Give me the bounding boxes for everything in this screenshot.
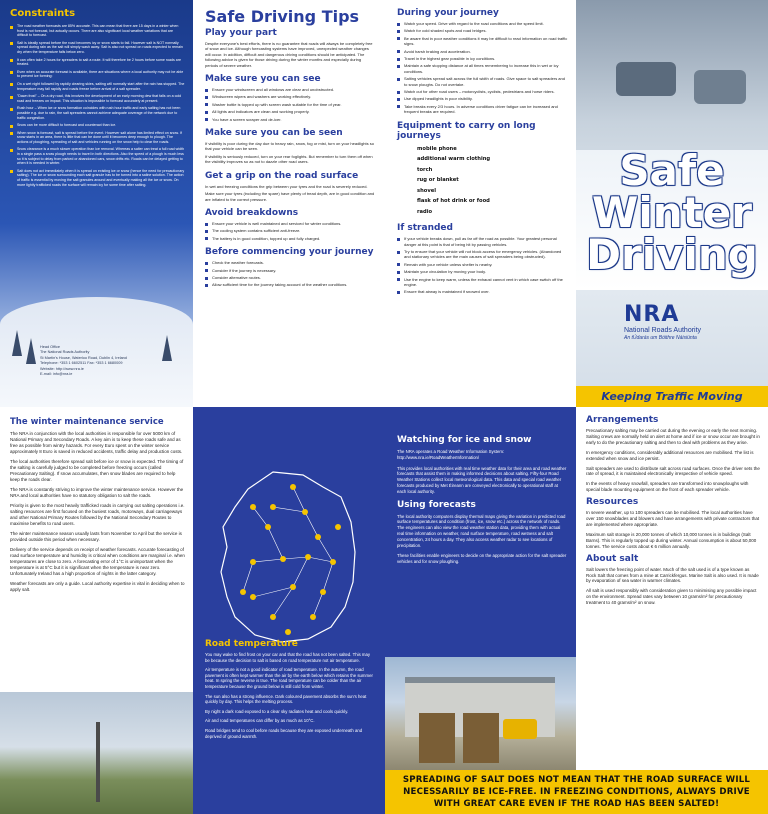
list-item: All lights and indicators are clean and working properly. <box>205 109 375 114</box>
constraint-item: It can often take 2 hours for spreaders to salt a route. It will therefore be 2 hours before some roads are treated. <box>10 58 185 67</box>
nra-logo <box>624 302 764 341</box>
tagline: Keeping Traffic Moving <box>601 390 743 403</box>
road-temp-text <box>205 652 375 739</box>
warning-strip <box>385 770 768 814</box>
during-list <box>397 21 568 115</box>
list-item: The cooling system contains sufficient anti-freeze. <box>205 228 375 233</box>
before-list <box>205 260 375 288</box>
arrangements-paragraph: In the events of heavy snowfall, spreaders are transformed into snowploughs with special blade mounting equipment on the front of each spreader vehicle. <box>586 481 749 493</box>
forecasts-text-1: The local authority computers display thermal maps giving the variation in predicted road surface temperatures and condition (frost, ice, snow etc.) across the network of roads. The engineers can also view the road weather station data, providing them with actual real time information on weather, road surface temperature, road wetness and salt concentration, 24 hours a day. They also access weather radar to see locations of precipitation. <box>397 513 566 548</box>
constraints-panel <box>0 0 193 407</box>
list-item: Avoid harsh braking and acceleration. <box>397 49 568 54</box>
maintenance-paragraph: Priority is given to the most heavily trafficked roads in carrying out salting operations i.e. salting resources are first focused on the busiest roads, motorways, dual carriageways and other National Primary Routes followed by the National Secondary Routes to maximise benefits to road users. <box>10 503 185 526</box>
barn-door <box>463 713 499 763</box>
watching-text-1: The NRA operates a Road Weather Information System: http://www.nra.ie/RoadWeatherInformation/ <box>397 449 505 460</box>
constraint-item: Salt is ideally spread before the road becomes icy or snow starts to fall. However salt is NOT normally spread during rain as the salt will simply wash away. Salt is also not spread on roads expected to remain dry when the temperature falls below zero. <box>10 41 185 55</box>
road-temp-paragraph: Air temperature is not a good indicator of road temperature. In the autumn, the road pavement is often kept warmer than the air by the earth below which retains the summer heat. In spring the reverse is true. The road temperature can be colder than the air temperature because the ground below is still cold from winter. <box>205 667 373 689</box>
equipment-item: rug or blanket <box>417 177 459 184</box>
road-temp-paragraph: Air and road temperatures can differ by as much as 10°C. <box>205 718 315 724</box>
address-line: St Martin's House, Waterloo Road, Dublin 4, Ireland <box>40 355 127 360</box>
maintenance-panel <box>0 407 193 814</box>
constraint-item: Even when an accurate forecast is available, there are situations where a local authority may not be able to prevent ice forming: <box>10 70 185 79</box>
tagline-bar <box>576 386 768 407</box>
road-temp-paragraph: By night a dark road exposed to a clear sky radiates heat and cools quickly. <box>205 708 349 714</box>
stranded-heading: If stranded <box>397 223 453 234</box>
maintenance-heading: The winter maintenance service <box>10 417 164 427</box>
stranded-list <box>397 236 568 295</box>
cover-panel <box>576 0 768 407</box>
list-item: Check the weather forecasts. <box>205 260 375 265</box>
maintenance-text <box>10 431 185 593</box>
salt-paragraph: Salt lowers the freezing point of water. Much of the salt used is of a type known as Rock Salt that comes from a mine at Carrickfergus. Marine Salt is also used. It is made by evaporation of sea water in warmer climates. <box>586 566 759 584</box>
address-line: Telephone: *353 1 6602511 Fax: *353 1 6680009 <box>40 361 123 366</box>
list-item: Use the engine to keep warm, unless the exhaust cannot vent in which case switch off the engine. <box>397 277 568 288</box>
resources-paragraph: In severe weather, up to 100 spreaders can be mobilised. The local authorities have over 150 snowblades and blowers and have arrangements with private contractors that are implemented where appropriate. <box>586 510 760 527</box>
equipment-list <box>397 144 568 218</box>
warning-text: SPREADING OF SALT DOES NOT MEAN THAT THE ROAD SURFACE WILL NECESSARILY BE ICE-FREE. IN FREEZING CONDITIONS, ALWAYS DRIVE WITH GREAT CARE EVEN IF THE ROAD HAS BEEN SALTED! <box>402 775 751 809</box>
maintenance-paragraph: Weather forecasts are only a guide. Local authority expertise is vital in deciding when to apply salt. <box>10 581 185 592</box>
see-heading: Make sure you can see <box>205 74 321 85</box>
breakdowns-heading: Avoid breakdowns <box>205 207 299 218</box>
barn-door <box>419 713 455 763</box>
weather-station-pole <box>96 722 100 802</box>
watching-panel <box>385 407 576 814</box>
list-item: If your vehicle breaks down, pull as far off the road as possible. Your greatest personal danger at this point is that of being hit by passing vehicles. <box>397 236 568 247</box>
during-heading: During your journey <box>397 8 499 18</box>
list-item: Consider if the journey is necessary. <box>205 268 375 273</box>
grip-heading: Get a grip on the road surface <box>205 170 359 181</box>
list-item: Consider alternative routes. <box>205 275 375 280</box>
arrangements-paragraph: Salt spreaders are used to distribute salt across road surfaces. Once the driver sets the rate of spread, it is maintained electronically irrespective of vehicle speed. <box>586 465 760 477</box>
maintenance-paragraph: The winter maintenance season usually lasts from November to April but the service is provided outside this period when necessary. <box>10 531 182 542</box>
road-roller <box>503 719 537 739</box>
road-temp-paragraph: Road bridges tend to cool before roads because they are exposed underneath and deprived of ground warmth. <box>205 727 363 739</box>
play-heading: Play your part <box>205 28 277 38</box>
seen-text-2: If visibility is seriously reduced, turn on your rear foglights. But remember to turn them off when the visibility improves so as not to dazzle other road users. <box>205 153 373 165</box>
seen-text-1: If visibility is poor during the day due to heavy rain, snow, fog or mist, turn on your headlights so that your vehicle can be seen. <box>205 141 374 152</box>
resources-paragraph: Maximum salt storage is 20,000 tonnes of which 10,000 tonnes is in buildings (Salt Barns). This is regularly topped up during winter. Annual consumption is about 50,000 tonnes. The service costs about € 6 million annually. <box>586 531 757 549</box>
list-item: Use dipped headlights in poor visibility. <box>397 96 568 101</box>
list-item: The battery is in good condition, topped up and fully charged. <box>205 236 375 241</box>
address-line: Website: http://www.nra.ie <box>40 366 84 371</box>
maintenance-paragraph: The local authorities therefore spread salt before ice or snow is expected. The timing of the salting is carefully judged to be completed before freezing occurs (called Precautionary Salting). If snow accumulates, then snow blades are required to help keep the roads clear. <box>10 459 184 482</box>
equipment-item: additional warm clothing <box>417 156 491 163</box>
list-item: Watch for cold shaded spots and road bridges. <box>397 28 568 33</box>
cover-title-line: Winter <box>592 188 752 237</box>
list-item: Allow sufficient time for the journey taking account of the weather conditions. <box>205 282 375 287</box>
list-item: Try to ensure that your vehicle will not block access for emergency vehicles. (Abandoned and stationary vehicles are the main causes of salt spreaders being obstructed). <box>397 249 568 260</box>
constraint-item: Salt does not act immediately when it is spread on existing ice or snow (hence the need for precautionary salting). The ice or snow surrounding each salt granule has to be turned into a saline solution. The action of traffic is essential by moving the salt granules around and eventually making all the ice or snow. On more lightly trafficked roads the surface will remain icy for some time after salting. <box>10 169 185 187</box>
road-temp-paragraph: The sun also has a strong influence. Dark coloured pavement absorbs the sun's heat quickly by day. This helps the melting process. <box>205 693 367 705</box>
constraint-item: The road weather forecasts are 85% accurate. This can mean that there are 15 days in a winter when frost is not forecast, but actually occurs. There are also significant local weather variations that are difficult to forecast. <box>10 24 185 38</box>
map-panel <box>193 407 385 814</box>
equipment-item: mobile phone <box>417 145 457 152</box>
salt-text <box>586 567 760 606</box>
maintenance-paragraph: The NRA is constantly striving to improve the winter maintenance service. However the NRA and local authorities have no statutory obligation to salt the roads. <box>10 487 184 498</box>
weather-station-photo <box>0 692 193 814</box>
constraint-item: Rush hour – When ice or snow formation coincides with rush hour traffic and early salting has not been possible e.g. due to rain, the salt spreaders cannot achieve adequate coverage of the network due to traffic congestion. <box>10 106 185 120</box>
nra-name: National Roads Authority <box>624 327 702 334</box>
arrangements-paragraph: In emergency conditions, considerably additional resources are mobilised. The list is extended when snow and ice persist. <box>586 449 754 461</box>
constraint-item: On a wet night followed by rapidly clearing skies, salting will normally start after the rain has stopped. The temperature may fall rapidly and roads freeze before arrival of a salt spreader. <box>10 82 185 91</box>
list-item: Ensure that airway is maintained if snowed over. <box>397 289 568 294</box>
address-line: E-mail: info@nra.ie <box>40 372 73 377</box>
tree-icon <box>12 330 22 356</box>
list-item: Be aware that in poor weather conditions it may be difficult to read information on road traffic signs. <box>397 36 568 47</box>
equipment-heading: Equipment to carry on long journeys <box>397 120 536 141</box>
salt-depot-photo <box>385 657 576 770</box>
ireland-map <box>213 467 365 647</box>
resources-text <box>586 510 760 549</box>
maintenance-paragraph: The NRA in conjunction with the local authorities is responsible for over 5000 km of National Primary and Secondary Roads. A key aim is to keep these roads safe and as free as possible from wintry hazards. For every Euro spent on the winter service approximately 8 Euro is saved in reduced accidents, traffic delay and production costs. <box>10 431 183 454</box>
see-list <box>205 87 375 122</box>
nra-gaelic-name: An tÚdarás um Bóithre Náisiúnta <box>624 335 697 341</box>
snowy-car-image <box>694 70 746 104</box>
tips-panel <box>193 0 385 407</box>
address-line: Head Office <box>40 345 60 349</box>
constraint-item: Snow clearance is a much slower operation than ice removal. Whereas a salter can treat a full road width in a single pass a snow plough needs to travel in both directions. Also the speed of a plough is much less so it is subject to delay from parked or abandoned cars, snow drifts etc. Roads can be delayed getting to when it is needed in winter. <box>10 147 185 165</box>
forecasts-text-2: These facilities enable engineers to decide on the appropriate action for the salt spreader vehicles and for snow ploughing. <box>397 553 567 565</box>
list-item: Windscreen wipers and washers are working effectively. <box>205 94 375 99</box>
arrangements-text <box>586 428 760 493</box>
list-item: You have a screen scraper and de-icer. <box>205 117 375 122</box>
maintenance-paragraph: Delivery of the service depends on receipt of weather forecasts. Accurate forecasting of road surface temperature and humidity is critical when conditions are marginal i.e. when temperatures are close to zero. A forecasting error of 1°C is unimportant when the temperature is at 5°C but it is significant when the temperature is near zero. Unfortunately Ireland has a high proportion of nights in the latter category. <box>10 547 185 576</box>
list-item: Ensure your vehicle is well maintained and serviced for winter conditions. <box>205 221 375 226</box>
address-line: The National Roads Authority <box>40 350 90 355</box>
watching-heading: Watching for ice and snow <box>397 435 532 445</box>
arrangements-heading: Arrangements <box>586 415 659 425</box>
arrangements-panel <box>576 407 768 814</box>
equipment-item: shovel <box>417 187 437 194</box>
breakdowns-list <box>205 221 375 241</box>
equipment-item: flask of hot drink or food <box>417 198 490 205</box>
road-temp-paragraph: You may wake to find frost on your car and that the road has not been salted. This may be because the decision to salt is based on road temperature not air temperature. <box>205 652 371 663</box>
equipment-item: radio <box>417 208 433 215</box>
cover-title-line: Driving <box>586 230 758 279</box>
seen-heading: Make sure you can be seen <box>205 128 343 139</box>
constraint-item: When snow is forecast, salt is spread before the event. However salt alone has limited effect on snow. If snow starts in an area, there is little that can be done until it becomes deep enough to plough. The actions of ploughing, spreading of salt and vehicles running on the snow help to clear the roads. <box>10 131 185 145</box>
forecasts-heading: Using forecasts <box>397 499 476 510</box>
list-item: Washer bottle is topped up with screen wash suitable for the time of year. <box>205 102 375 107</box>
snowy-car-image <box>616 62 676 96</box>
road-network <box>243 487 333 617</box>
list-item: Maintain your circulation by moving your body. <box>397 269 568 274</box>
resources-heading: Resources <box>586 497 639 508</box>
list-item: Take breaks every 2/3 hours. In adverse conditions driver fatigue can be increased and frequent breaks are required. <box>397 104 568 115</box>
list-item: Salting vehicles spread salt across the full width of roads. Give space to salt spreaders and to snow ploughs. Do not overtake. <box>397 76 568 87</box>
equipment-item: torch <box>417 166 433 173</box>
constraint-item: "Dawn frost" – On a dry road, this involves the development of an early morning dew that falls on a cold road and freezes on impact. This situation is impossible to forecast accurately at present. <box>10 94 185 103</box>
road-temp-heading: Road temperature <box>205 639 298 649</box>
watching-text-2: This provides local authorities with real time weather data for their area and road weather forecasts that assist them in making informed decisions about salting. Fifty-four Road Weather Stations collect local meteorological data. This data and special road weather forecasts produced by Met Éireann are conveyed electronically to operational staff at each local authority. <box>397 465 567 494</box>
list-item: Watch your speed. Drive with regard to the road conditions and the speed limit. <box>397 21 568 26</box>
nra-logo-text: NRA <box>624 302 680 327</box>
grip-text-1: In wet and freezing conditions the grip between your tyres and the road is severely reduced. <box>205 183 368 189</box>
salt-heading: About salt <box>586 553 639 564</box>
constraint-item: Snow can be more difficult to forecast and counteract than ice. <box>10 123 185 128</box>
coastline <box>221 472 355 642</box>
play-text: Despite everyone's best efforts, there is no guarantee that roads will always be completely free of snow and ice. Although forecasting systems have improved, unexpected weather changes will occur. In addition, difficult and dangerous driving conditions should be anticipated. The following advice is given for those driving during the winter months and especially during periods of severe weather. <box>205 41 373 68</box>
list-item: Watch out for other road users – motorcyclists, cyclists, pedestrians and horse riders. <box>397 89 568 94</box>
grip-text-2: Make sure your tyres (including the spare) have plenty of tread depth, are in good condition and are inflated to the correct pressure. <box>205 191 375 202</box>
tree-icon <box>26 338 36 364</box>
list-item: Ensure your windscreen and all windows are clear and unobstructed. <box>205 87 375 92</box>
weather-stations <box>240 484 341 635</box>
list-item: Maintain a safe stopping distance at all times remembering to increase this in wet or icy conditions. <box>397 63 568 74</box>
tips-title: Safe Driving Tips <box>205 7 360 26</box>
before-heading: Before commencing your journey <box>205 247 374 258</box>
salt-paragraph: All salt is used responsibly with consideration given to minimising any possible impact on the environment. Spread rates vary between 10 grams/m² for precautionary treatment to 40 grams/m² on snow. <box>586 588 757 606</box>
arrangements-paragraph: Precautionary salting may be carried out during the evening or early the next morning. Salting crews are normally held on alert at home and if ice or snow occur are brought in early to do the precautionary salting and then to deal with problems as they arise. <box>586 428 760 445</box>
address-block <box>40 345 180 377</box>
constraints-heading: Constraints <box>10 8 76 19</box>
constraints-list <box>10 24 185 187</box>
list-item: Remain with your vehicle unless shelter is nearby. <box>397 262 568 267</box>
list-item: Travel in the highest gear possible in icy conditions. <box>397 56 568 61</box>
cover-title-line: Safe <box>619 146 725 195</box>
journey-panel <box>385 0 576 407</box>
cover-title <box>576 146 768 279</box>
